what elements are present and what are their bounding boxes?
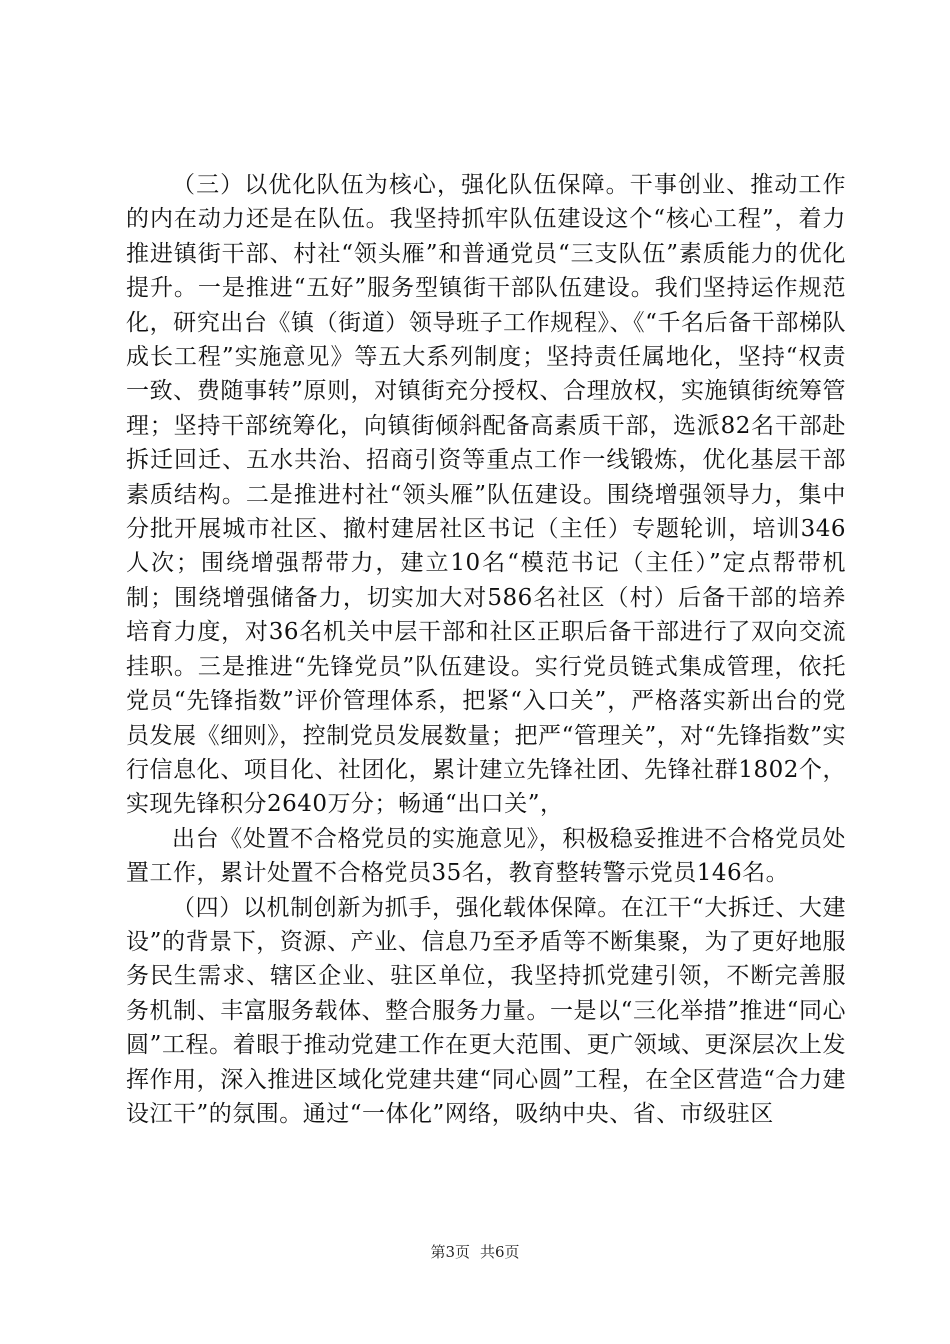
paragraph-section-four: （四）以机制创新为抓手，强化载体保障。在江干“大拆迁、大建设”的背景下，资源、产业、信息乃至矛盾等不断集聚，为了更好地服务民生需求、辖区企业、驻区单位，我坚持抓党建引领，不断完善服务机制、丰富服务载体、整合服务力量。一是以“三化举措”推进“同心圆”工程。着眼于推动党建工作在更大范围、更广领域、更深层次上发挥作用，深入推进区域化党建共建“同心圆”工程，在全区营造“合力建设江干”的氛围。通过“一体化”网络，吸纳中央、省、市级驻区 (126, 894, 846, 1127)
page-total: 共6页 (480, 1243, 520, 1261)
paragraph-section-three: （三）以优化队伍为核心，强化队伍保障。干事创业、推动工作的内在动力还是在队伍。我坚持抓牢队伍建设这个“核心工程”，着力推进镇街干部、村社“领头雁”和普通党员“三支队伍”素质能力的优化提升。一是推进“五好”服务型镇街干部队伍建设。我们坚持运作规范化，研究出台《镇（街道）领导班子工作规程》、《“千名后备干部梯队成长工程”实施意见》等五大系列制度；坚持责任属地化，坚持“权责一致、费随事转”原则，对镇街充分授权、合理放权，实施镇街统筹管理；坚持干部统筹化，向镇街倾斜配备高素质干部，选派82名干部赴拆迁回迁、五水共治、招商引资等重点工作一线锻炼，优化基层干部素质结构。二是推进村社“领头雁”队伍建设。围绕增强领导力，集中分批开展城市社区、撤村建居社区书记（主任）专题轮训，培训346人次；围绕增强帮带力，建立10名“模范书记（主任）”定点帮带机制；围绕增强储备力，切实加大对586名社区（村）后备干部的培养培育力度，对36名机关中层干部和社区正职后备干部进行了双向交流挂职。三是推进“先锋党员”队伍建设。实行党员链式集成管理，依托党员“先锋指数”评价管理体系，把紧“入口关”，严格落实新出台的党员发展《细则》，控制党员发展数量；把严“管理关”，对“先锋指数”实行信息化、项目化、社团化，累计建立先锋社团、先锋社群1802个，实现先锋积分2640万分；畅通“出口关”， (126, 172, 846, 818)
paragraph-unqualified-members: 出台《处置不合格党员的实施意见》，积极稳妥推进不合格党员处置工作，累计处置不合格党员35名，教育整转警示党员146名。 (126, 825, 846, 887)
page-number: 第3页 (430, 1243, 470, 1261)
page-footer (0, 1242, 950, 1262)
document-body (126, 168, 846, 1131)
